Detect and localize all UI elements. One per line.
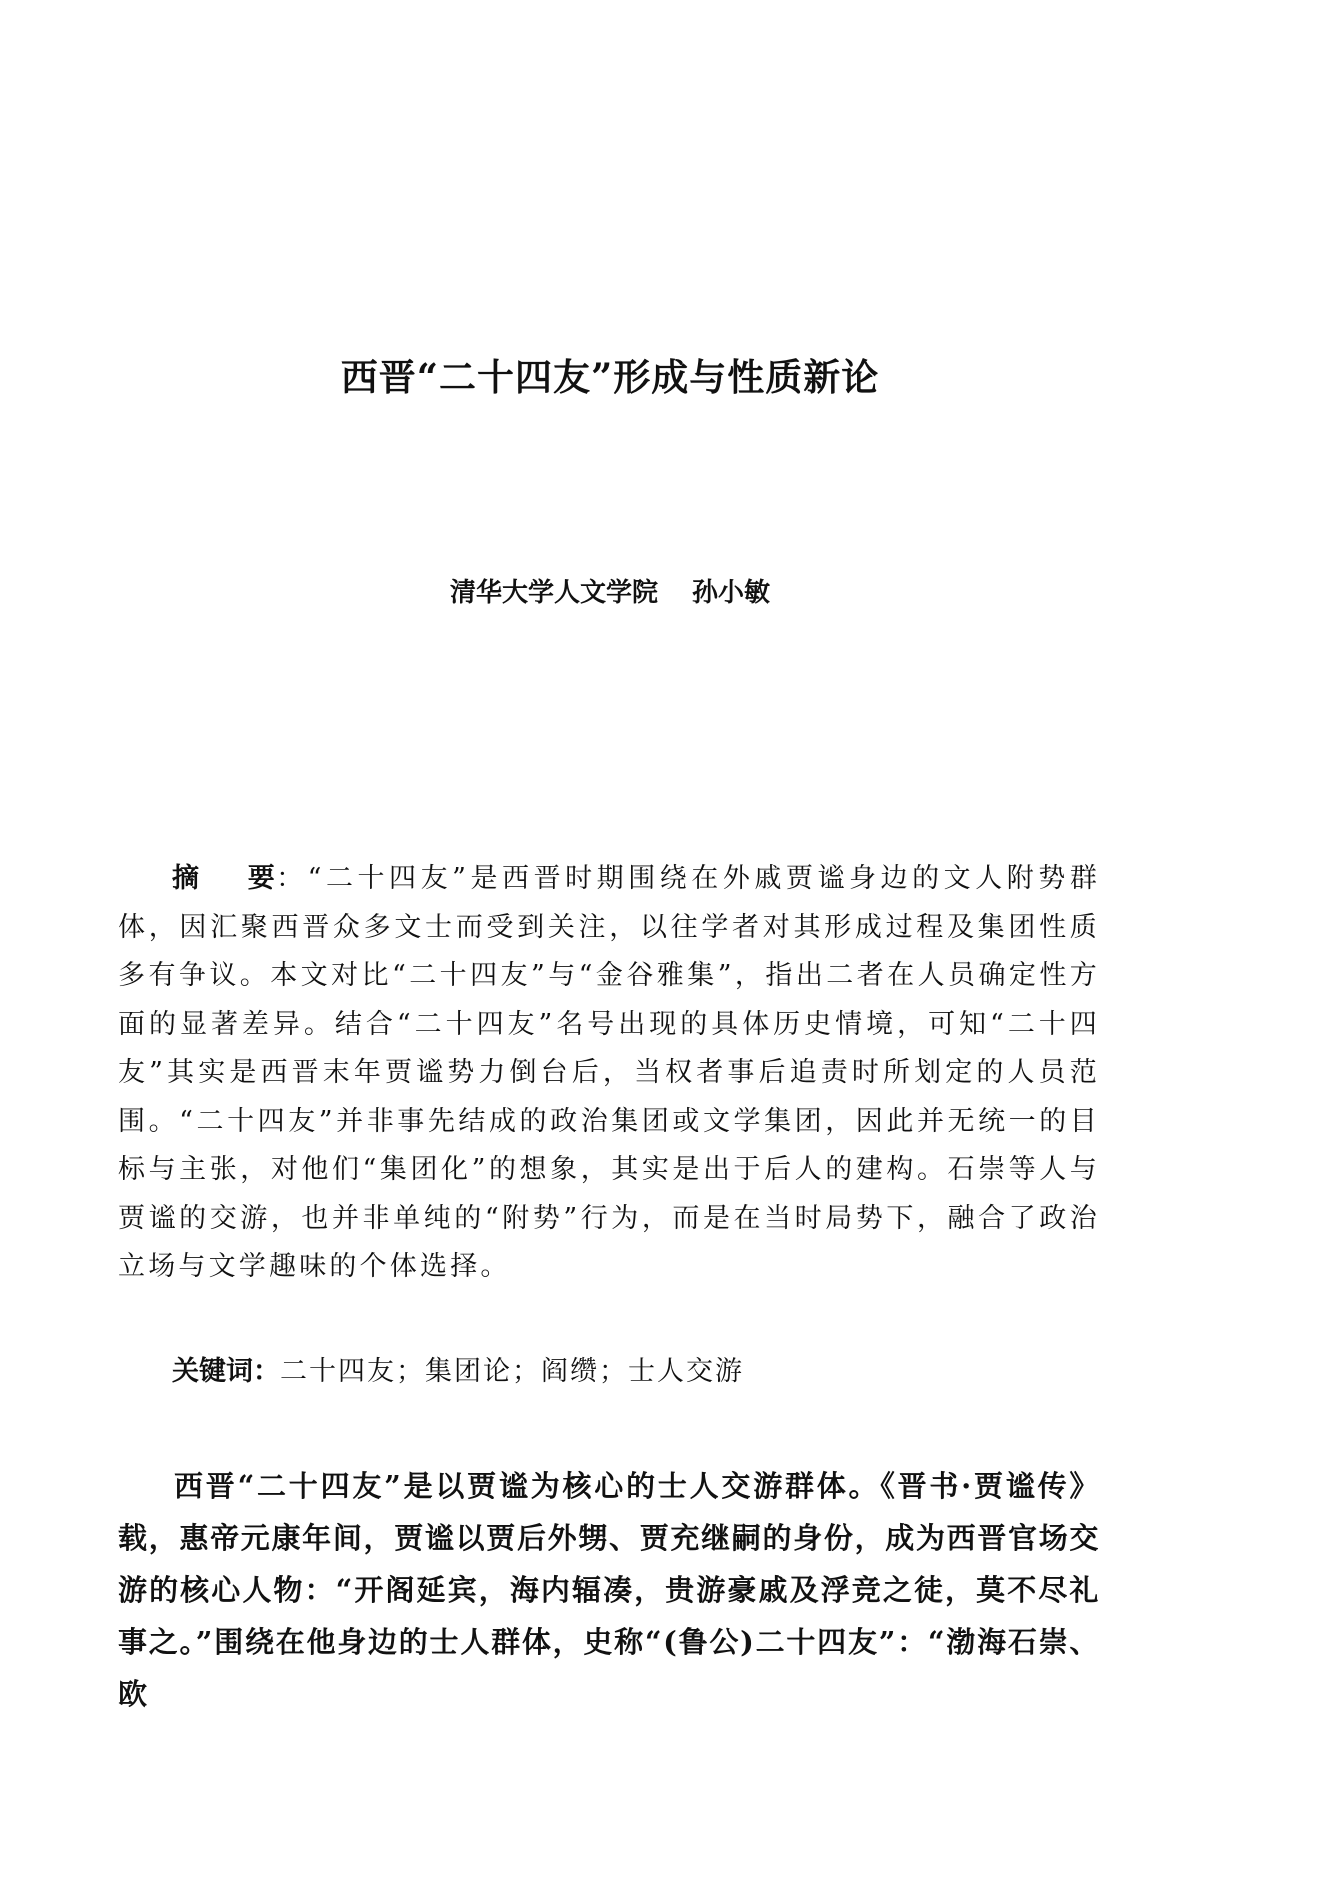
- author-name: 孙小敏: [692, 578, 771, 608]
- abstract-colon: ：: [276, 863, 308, 894]
- abstract: [118, 855, 1100, 1292]
- abstract-label: 摘 要: [172, 863, 277, 894]
- author-line: [0, 573, 1220, 613]
- body-paragraph: 西晋“二十四友”是以贾谧为核心的士人交游群体。《晋书·贾谧传》载，惠帝元康年间，贾谧以贾后外甥、贾充继嗣的身份，成为西晋官场交游的核心人物：“开阁延宾，海内辐凑，贵游豪戚及浮竞之徒，莫不尽礼事之。”围绕在他身边的士人群体，史称“(鲁公)二十四友”：“渤海石崇、欧: [118, 1469, 1100, 1711]
- keywords-text: 二十四友；集团论；阎缵；士人交游: [280, 1356, 744, 1387]
- keywords: [172, 1348, 1072, 1396]
- author-affiliation: 清华大学人文学院: [449, 578, 658, 608]
- paper-title: 西晋“二十四友”形成与性质新论: [340, 355, 880, 399]
- abstract-text: “二十四友”是西晋时期围绕在外戚贾谧身边的文人附势群体，因汇聚西晋众多文士而受到关注，以往学者对其形成过程及集团性质多有争议。本文对比“二十四友”与“金谷雅集”，指出二者在人员确定性方面的显著差异。结合“二十四友”名号出现的具体历史情境，可知“二十四友”其实是西晋末年贾谧势力倒台后，当权者事后追责时所划定的人员范围。“二十四友”并非事先结成的政治集团或文学集团，因此并无统一的目标与主张，对他们“集团化”的想象，其实是出于后人的建构。石崇等人与贾谧的交游，也并非单纯的“附势”行为，而是在当时局势下，融合了政治立场与文学趣味的个体选择。: [118, 863, 1101, 1282]
- keywords-label: 关键词：: [172, 1356, 280, 1387]
